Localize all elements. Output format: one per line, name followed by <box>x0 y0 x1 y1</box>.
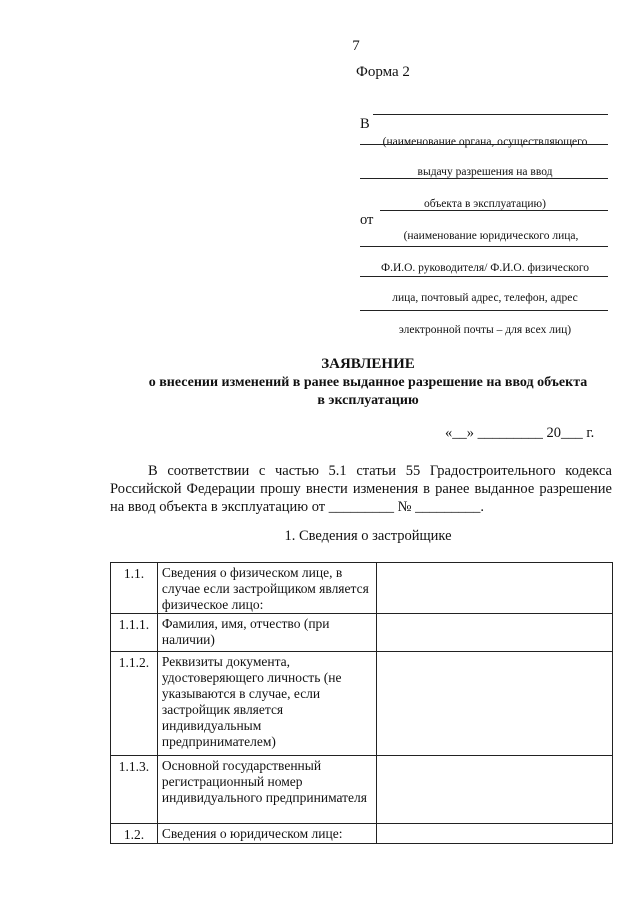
document-subtitle: о внесении изменений в ранее выданное разрешение на ввод объекта <box>148 375 588 390</box>
row-number: 1.1.2. <box>111 652 158 756</box>
table-row <box>111 614 613 652</box>
row-number: 1.1. <box>111 563 158 614</box>
addressee-from-line-1[interactable] <box>380 210 608 211</box>
form-label: Форма 2 <box>356 64 410 80</box>
row-number: 1.1.1. <box>111 614 158 652</box>
addressee-from-line-2[interactable] <box>360 246 608 247</box>
row-value-field[interactable] <box>377 756 613 824</box>
addressee-from-line-4[interactable] <box>360 310 608 311</box>
body-paragraph <box>110 462 612 516</box>
table-row <box>111 756 613 824</box>
row-label: Сведения о физическом лице, в случае если застройщиком является физическое лицо: <box>157 563 377 614</box>
addressee-caption: (наименование органа, осуществляющего <box>382 136 588 148</box>
page-number: 7 <box>352 38 360 54</box>
document-title: ЗАЯВЛЕНИЕ <box>321 356 415 372</box>
addressee-from-line-3[interactable] <box>360 276 608 277</box>
document-subtitle: в эксплуатацию <box>317 393 419 408</box>
addressee-caption: объекта в эксплуатацию) <box>424 198 546 210</box>
addressee-caption: электронной почты – для всех лиц) <box>398 324 572 336</box>
addressee-caption: (наименование юридического лица, <box>403 230 579 242</box>
row-number: 1.1.3. <box>111 756 158 824</box>
addressee-to-line-1[interactable] <box>373 114 608 115</box>
row-label: Реквизиты документа, удостоверяющего личность (не указываются в случае, если застройщик является индивидуальным предпринимателем) <box>157 652 377 756</box>
row-label: Фамилия, имя, отчество (при наличии) <box>157 614 377 652</box>
row-number: 1.2. <box>111 824 158 844</box>
table-row <box>111 652 613 756</box>
from-prefix: от <box>360 212 374 228</box>
addressee-to-line-2[interactable] <box>360 144 608 145</box>
developer-info-table <box>110 562 613 844</box>
row-value-field[interactable] <box>377 824 613 844</box>
addressee-caption: выдачу разрешения на ввод <box>417 166 553 178</box>
body-text: В соответствии с частью 5.1 статьи 55 Градостроительного кодекса Российской Федерации прошу внести изменения в ранее выданное разрешение на ввод объекта в эксплуатацию от _________ № _________. <box>110 463 612 515</box>
addressee-caption: Ф.И.О. руководителя/ Ф.И.О. физического <box>380 262 589 274</box>
row-label: Основной государственный регистрационный номер индивидуального предпринимателя <box>157 756 377 824</box>
to-prefix: В <box>360 116 370 132</box>
date-line[interactable]: «__» _________ 20___ г. <box>445 425 595 441</box>
addressee-caption: лица, почтовый адрес, телефон, адрес <box>392 292 578 304</box>
row-label: Сведения о юридическом лице: <box>157 824 377 844</box>
table-row <box>111 563 613 614</box>
addressee-to-line-3[interactable] <box>360 178 608 179</box>
row-value-field[interactable] <box>377 563 613 614</box>
table-row <box>111 824 613 844</box>
section-title: 1. Сведения о застройщике <box>284 528 452 544</box>
row-value-field[interactable] <box>377 614 613 652</box>
row-value-field[interactable] <box>377 652 613 756</box>
